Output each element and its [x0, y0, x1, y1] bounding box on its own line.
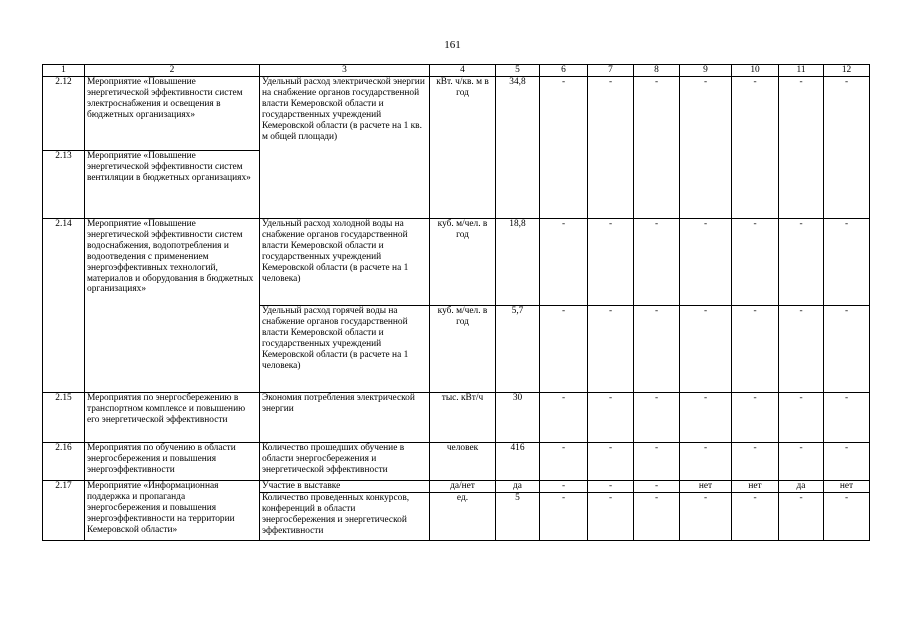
value-cell: - — [779, 219, 824, 306]
value-cell: - — [588, 443, 634, 481]
value-cell: - — [824, 77, 870, 219]
value-cell: - — [732, 219, 779, 306]
indicator-cell: Экономия потребления электрической энергии — [260, 393, 430, 443]
value-cell: - — [680, 219, 732, 306]
table-row — [43, 393, 870, 443]
header-cell: 5 — [496, 65, 540, 77]
unit-cell: человек — [430, 443, 496, 481]
header-cell: 10 — [732, 65, 779, 77]
value-cell: - — [779, 306, 824, 393]
header-cell: 1 — [43, 65, 85, 77]
row-number: 2.12 — [43, 77, 85, 151]
indicator-cell: Удельный расход электрической энергии на снабжение органов государственной власти Кемеровской области и государственных учреждений Кемеровской области (в расчете на 1 кв. м общей площади) — [260, 77, 430, 219]
unit-cell: да/нет — [430, 481, 496, 493]
row-number: 2.13 — [43, 151, 85, 219]
value-cell: - — [634, 481, 680, 493]
value-cell: нет — [680, 481, 732, 493]
event-cell: Мероприятие «Повышение энергетической эффективности систем водоснабжения, водопотребления и водоотведения с применением энергоэффективных технологий, материалов и оборудования в бюджетных организациях» — [85, 219, 260, 393]
value-cell: - — [732, 443, 779, 481]
unit-cell: куб. м/чел. в год — [430, 219, 496, 306]
value-cell: - — [824, 306, 870, 393]
value-cell: - — [540, 306, 588, 393]
header-cell: 3 — [260, 65, 430, 77]
event-cell: Мероприятие «Повышение энергетической эффективности систем вентиляции в бюджетных организациях» — [85, 151, 260, 219]
row-number: 2.14 — [43, 219, 85, 393]
event-cell: Мероприятия по обучению в области энергосбережения и повышения энергоэффективности — [85, 443, 260, 481]
indicators-table — [42, 64, 870, 541]
value-cell: - — [540, 393, 588, 443]
value-cell: 416 — [496, 443, 540, 481]
value-cell: - — [540, 443, 588, 481]
value-cell: - — [824, 493, 870, 541]
value-cell: - — [588, 393, 634, 443]
value-cell: - — [779, 443, 824, 481]
value-cell: да — [779, 481, 824, 493]
row-number: 2.16 — [43, 443, 85, 481]
table-row — [43, 219, 870, 306]
value-cell: - — [634, 393, 680, 443]
page-number: 161 — [444, 39, 461, 51]
value-cell: - — [680, 77, 732, 219]
value-cell: - — [540, 481, 588, 493]
table-row — [43, 77, 870, 151]
header-cell: 2 — [85, 65, 260, 77]
value-cell: да — [496, 481, 540, 493]
value-cell: - — [634, 77, 680, 219]
value-cell: - — [732, 306, 779, 393]
value-cell: - — [588, 77, 634, 219]
value-cell: - — [732, 77, 779, 219]
value-cell: - — [824, 393, 870, 443]
value-cell: - — [588, 306, 634, 393]
header-cell: 6 — [540, 65, 588, 77]
value-cell: - — [540, 77, 588, 219]
value-cell: 30 — [496, 393, 540, 443]
value-cell: нет — [824, 481, 870, 493]
unit-cell: ед. — [430, 493, 496, 541]
value-cell: - — [824, 219, 870, 306]
indicator-cell: Количество прошедших обучение в области энергосбережения и энергетической эффективности — [260, 443, 430, 481]
value-cell: - — [634, 219, 680, 306]
header-cell: 4 — [430, 65, 496, 77]
event-cell: Мероприятие «Повышение энергетической эффективности систем электроснабжения и освещения в бюджетных организациях» — [85, 77, 260, 151]
event-cell: Мероприятие «Информационная поддержка и пропаганда энергосбережения и повышения энергоэффективности на территории Кемеровской области» — [85, 481, 260, 541]
value-cell: 18,8 — [496, 219, 540, 306]
header-cell: 12 — [824, 65, 870, 77]
value-cell: 34,8 — [496, 77, 540, 219]
value-cell: - — [732, 493, 779, 541]
value-cell: 5 — [496, 493, 540, 541]
value-cell: - — [634, 493, 680, 541]
value-cell: - — [680, 306, 732, 393]
header-cell: 11 — [779, 65, 824, 77]
header-cell: 9 — [680, 65, 732, 77]
value-cell: - — [634, 443, 680, 481]
value-cell: - — [540, 493, 588, 541]
indicator-cell: Удельный расход горячей воды на снабжение органов государственной власти Кемеровской области и государственных учреждений Кемеровской области (в расчете на 1 человека) — [260, 306, 430, 393]
value-cell: - — [680, 443, 732, 481]
indicator-cell: Количество проведенных конкурсов, конференций в области энергосбережения и энергетической эффективности — [260, 493, 430, 541]
value-cell: - — [588, 481, 634, 493]
value-cell: нет — [732, 481, 779, 493]
event-cell: Мероприятия по энергосбережению в транспортном комплексе и повышению его энергетической эффективности — [85, 393, 260, 443]
value-cell: - — [779, 493, 824, 541]
unit-cell: куб. м/чел. в год — [430, 306, 496, 393]
value-cell: - — [588, 493, 634, 541]
header-cell: 7 — [588, 65, 634, 77]
value-cell: - — [824, 443, 870, 481]
value-cell: - — [680, 493, 732, 541]
indicator-cell: Участие в выставке — [260, 481, 430, 493]
row-number: 2.15 — [43, 393, 85, 443]
row-number: 2.17 — [43, 481, 85, 541]
value-cell: - — [540, 219, 588, 306]
table-row — [43, 481, 870, 493]
unit-cell: тыс. кВт/ч — [430, 393, 496, 443]
indicator-cell: Удельный расход холодной воды на снабжение органов государственной власти Кемеровской области и государственных учреждений Кемеровской области (в расчете на 1 человека) — [260, 219, 430, 306]
unit-cell: кВт. ч/кв. м в год — [430, 77, 496, 219]
value-cell: - — [680, 393, 732, 443]
header-cell: 8 — [634, 65, 680, 77]
value-cell: - — [779, 393, 824, 443]
table-row — [43, 443, 870, 481]
header-row — [43, 65, 870, 77]
value-cell: 5,7 — [496, 306, 540, 393]
value-cell: - — [588, 219, 634, 306]
value-cell: - — [634, 306, 680, 393]
value-cell: - — [732, 393, 779, 443]
value-cell: - — [779, 77, 824, 219]
